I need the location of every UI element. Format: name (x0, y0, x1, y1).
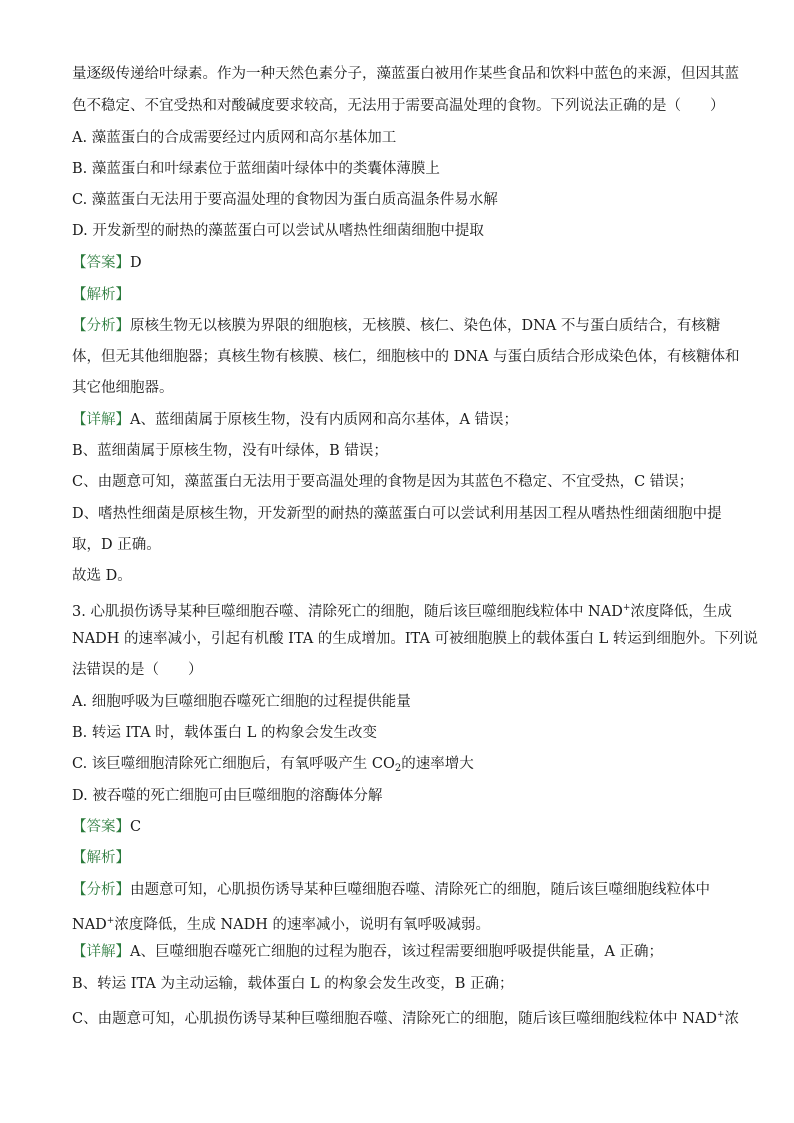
superscript-plus: + (716, 1010, 725, 1020)
fenxi-text: 原核生物无以核膜为界限的细胞核，无核膜、核仁、染色体，DNA 不与蛋白质结合，有核糖 (130, 318, 721, 334)
q2-fenxi-line-3: 其它他细胞器。 (72, 380, 174, 396)
q3-answer-line (72, 817, 722, 837)
q2-option-c: C. 藻蓝蛋白无法用于要高温处理的食物因为蛋白质高温条件易水解 (72, 192, 498, 208)
q2-fenxi-line-1 (72, 316, 722, 336)
q3-stem-line-1 (72, 598, 732, 622)
xiangjie-text: A、蓝细菌属于原核生物，没有内质网和高尔基体，A 错误； (130, 412, 519, 428)
q2-xiangjie-line-3: C、由题意可知，藻蓝蛋白无法用于要高温处理的食物是因为其蓝色不稳定、不宜受热，C 错误； (72, 474, 694, 490)
fenxi-text-b: 浓度降低，生成 NADH 的速率减小，说明有氧呼吸减弱。 (114, 917, 490, 933)
q3-option-d: D. 被吞噬的死亡细胞可由巨噬细胞的溶酶体分解 (72, 788, 383, 804)
answer-value: C (130, 819, 142, 835)
q2-jiexi-heading (72, 285, 722, 305)
q3-xiangjie-line-1 (72, 942, 722, 962)
q2-stem-line-1: 量逐级传递给叶绿素。作为一种天然色素分子，藻蓝蛋白被用作某些食品和饮料中蓝色的来源，但因其蓝 (72, 66, 739, 82)
q2-option-b: B. 藻蓝蛋白和叶绿素位于蓝细菌叶绿体中的类囊体薄膜上 (72, 161, 440, 177)
answer-tag: 【答案】 (72, 255, 130, 271)
q2-xiangjie-line-2: B、蓝细菌属于原核生物，没有叶绿体，B 错误； (72, 443, 388, 459)
q3-stem-text-b: 浓度降低，生成 (630, 604, 732, 620)
superscript-plus: + (622, 603, 631, 613)
q3-stem-line-3: 法错误的是（ ） (72, 662, 203, 678)
q3-stem-text-a: 3. 心肌损伤诱导某种巨噬细胞吞噬、清除死亡的细胞，随后该巨噬细胞线粒体中 NAD (72, 604, 623, 620)
answer-tag: 【答案】 (72, 819, 130, 835)
q3-fenxi-line-2 (72, 911, 722, 935)
q3-option-c-text-b: 的速率增大 (401, 756, 474, 772)
q2-xiangjie-line-4: D、嗜热性细菌是原核生物，开发新型的耐热的藻蓝蛋白可以尝试利用基因工程从嗜热性细菌细胞中提 (72, 506, 722, 522)
q2-option-a: A. 藻蓝蛋白的合成需要经过内质网和高尔基体加工 (72, 130, 397, 146)
answer-value: D (130, 255, 142, 271)
fenxi-tag: 【分析】 (72, 882, 130, 898)
q2-xiangjie-line-1 (72, 410, 722, 430)
q3-option-b: B. 转运 ITA 时，载体蛋白 L 的构象会发生改变 (72, 725, 378, 741)
q2-stem-line-2: 色不稳定、不宜受热和对酸碱度要求较高，无法用于需要高温处理的食物。下列说法正确的是（ ） (72, 98, 725, 114)
xiangjie-tag: 【详解】 (72, 412, 130, 428)
q3-stem-line-2: NADH 的速率减小，引起有机酸 ITA 的生成增加。ITA 可被细胞膜上的载体蛋白 L 转运到细胞外。下列说 (72, 631, 758, 647)
xiangjie-text: A、巨噬细胞吞噬死亡细胞的过程为胞吞，该过程需要细胞呼吸提供能量，A 正确； (130, 944, 664, 960)
q3-option-c-text-a: C. 该巨噬细胞清除死亡细胞后，有氧呼吸产生 CO (72, 756, 395, 772)
q2-fenxi-line-2: 体，但无其他细胞器；真核生物有核膜、核仁，细胞核中的 DNA 与蛋白质结合形成染色体，有核糖体和 (72, 349, 740, 365)
jiexi-tag: 【解析】 (72, 287, 130, 303)
fenxi-text: 由题意可知，心肌损伤诱导某种巨噬细胞吞噬、清除死亡的细胞，随后该巨噬细胞线粒体中 (130, 882, 710, 898)
q3-fenxi-line-1 (72, 880, 722, 900)
xiangjie-tag: 【详解】 (72, 944, 130, 960)
q2-option-d: D. 开发新型的耐热的藻蓝蛋白可以尝试从嗜热性细菌细胞中提取 (72, 223, 484, 239)
q2-answer-line (72, 253, 722, 273)
q3-xiangjie-line-2: B、转运 ITA 为主动运输，载体蛋白 L 的构象会发生改变，B 正确； (72, 976, 514, 992)
q2-conclusion: 故选 D。 (72, 568, 132, 584)
q2-xiangjie-line-5: 取，D 正确。 (72, 537, 161, 553)
q3-jiexi-heading (72, 848, 722, 868)
superscript-plus: + (106, 916, 115, 926)
q3-xiangjie-text-c: C、由题意可知，心肌损伤诱导某种巨噬细胞吞噬、清除死亡的细胞，随后该巨噬细胞线粒体中 NAD (72, 1011, 717, 1027)
q3-option-a: A. 细胞呼吸为巨噬细胞吞噬死亡细胞的过程提供能量 (72, 694, 411, 710)
q3-xiangjie-line-3 (72, 1005, 740, 1029)
jiexi-tag: 【解析】 (72, 850, 130, 866)
subscript-2: 2 (394, 763, 402, 774)
fenxi-nad: NAD (72, 917, 107, 933)
q3-xiangjie-text-c-end: 浓 (724, 1011, 740, 1027)
q3-option-c (72, 754, 722, 779)
fenxi-tag: 【分析】 (72, 318, 130, 334)
